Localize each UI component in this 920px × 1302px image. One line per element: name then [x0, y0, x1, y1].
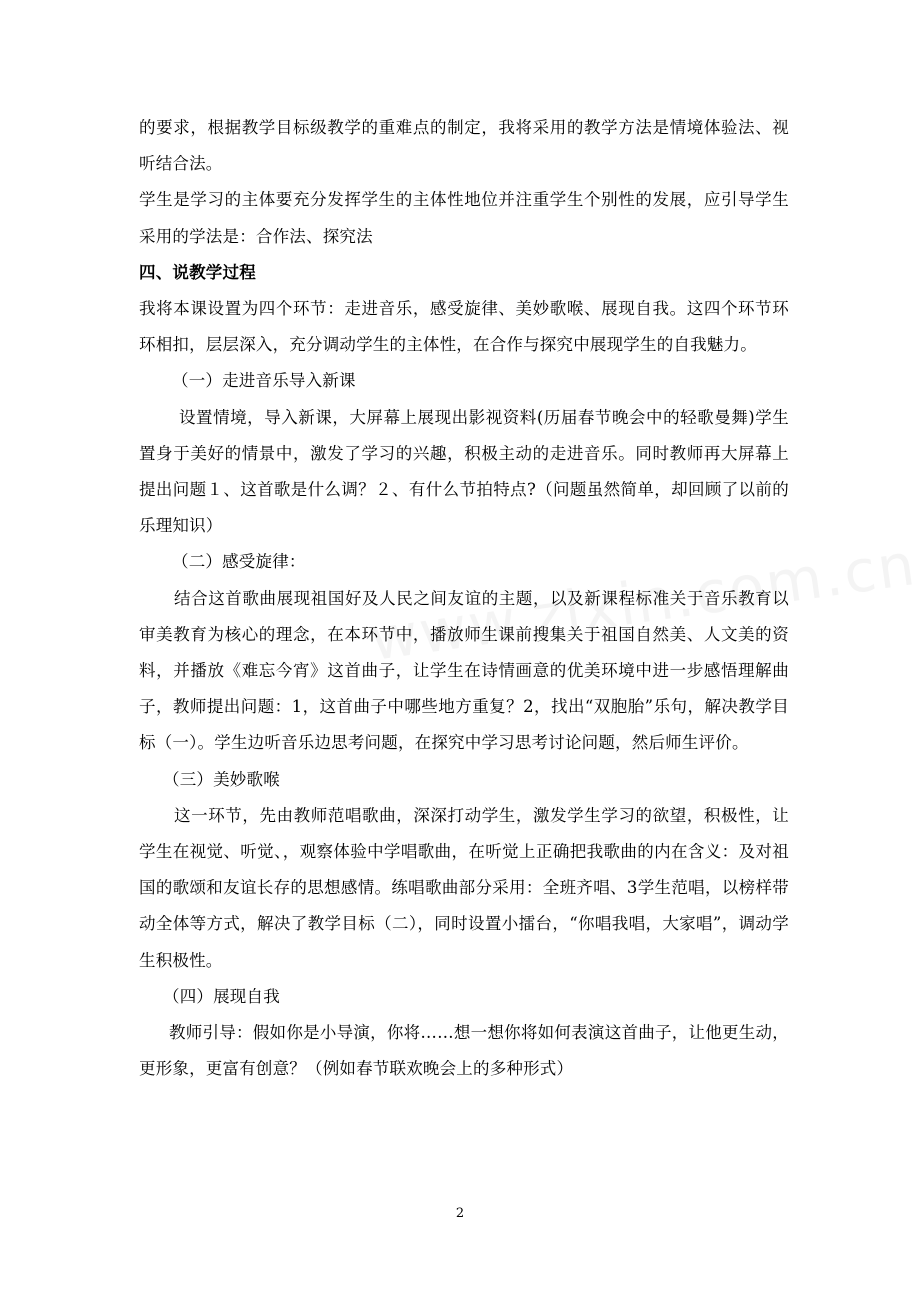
- subheading-stage-two: （二）感受旋律：: [172, 552, 306, 572]
- paragraph-teaching-methods: 的要求，根据教学目标级教学的重难点的制定，我将采用的教学方法是情境体验法、视听结合法。: [139, 118, 789, 174]
- paragraph-stage-four: 教师引导：假如你是小导演，你将……想一想你将如何表演这首曲子，让他更生动，更形象，更富有创意？（例如春节联欢晚会上的多种形式）: [139, 1023, 789, 1079]
- section-heading-teaching-process: 四、说教学过程: [139, 262, 256, 282]
- subheading-stage-three: （三）美妙歌喉: [163, 769, 280, 789]
- paragraph-four-stages: 我将本课设置为四个环节：走进音乐，感受旋律、美妙歌喉、展现自我。这四个环节环环相扣，层层深入，充分调动学生的主体性，在合作与探究中展现学生的自我魅力。: [139, 299, 789, 355]
- page-number: 2: [455, 1206, 465, 1221]
- paragraph-stage-three: 这一环节，先由教师范唱歌曲，深深打动学生，激发学生学习的欲望，积极性，让学生在视觉、听觉、，观察体验中学唱歌曲，在听觉上正确把我歌曲的内在含义：及对祖国的歌颂和友谊长存的思想感情。练唱歌曲部分采用：全班齐唱、3学生范唱，以榜样带动全体等方式，解决了教学目标（二），同时设置小擂台，“你唱我唱，大家唱”，调动学生积极性。: [139, 805, 789, 970]
- page-body: [139, 110, 789, 1087]
- paragraph-stage-one: 设置情境，导入新课，大屏幕上展现出影视资料(历届春节晚会中的轻歌曼舞)学生置身于美好的情景中，激发了学习的兴趣，积极主动的走进音乐。同时教师再大屏幕上提出问题１、这首歌是什么调？２、有什么节拍特点?（问题虽然简单，却回顾了以前的乐理知识）: [139, 407, 789, 536]
- paragraph-learning-methods: 学生是学习的主体要充分发挥学生的主体性地位并注重学生个别性的发展，应引导学生采用的学法是：合作法、探究法: [139, 190, 789, 246]
- paragraph-stage-two: 结合这首歌曲展现祖国好及人民之间友谊的主题，以及新课程标准关于音乐教育以审美教育为核心的理念，在本环节中，播放师生课前搜集关于祖国自然美、人文美的资料，并播放《难忘今宵》这首曲子，让学生在诗情画意的优美环境中进一步感悟理解曲子，教师提出问题：1，这首曲子中哪些地方重复？2，找出“双胞胎”乐句，解决教学目标（一）。学生边听音乐边思考问题，在探究中学习思考讨论问题，然后师生评价。: [139, 588, 789, 753]
- subheading-stage-four: （四）展现自我: [163, 986, 280, 1006]
- subheading-stage-one: （一）走进音乐导入新课: [172, 371, 356, 391]
